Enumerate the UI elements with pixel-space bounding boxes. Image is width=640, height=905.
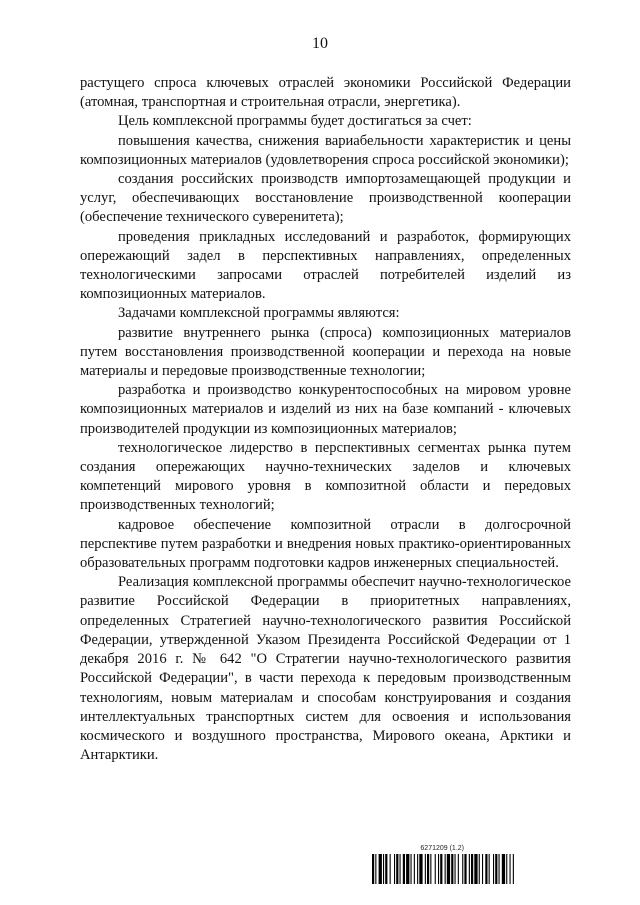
paragraph-task-item: развитие внутреннего рынка (спроса) композиционных материалов путем восстановления производственной кооперации и перехода на новые материалы и передовые производственные технологии;: [80, 324, 571, 380]
paragraph-goal-item: проведения прикладных исследований и разработок, формирующих опережающий задел в перспективных направлениях, определенных технологическими запросами отраслей потребителей изделий из композиционных материалов.: [80, 228, 571, 303]
paragraph-tasks-intro: Задачами комплексной программы являются:: [118, 305, 400, 322]
document-body: [80, 74, 571, 765]
paragraph-continuation: растущего спроса ключевых отраслей экономики Российской Федерации (атомная, транспортная и строительная отрасли, энергетика).: [80, 75, 571, 111]
paragraph-goal-item: повышения качества, снижения вариабельности характеристик и цены композиционных материалов (удовлетворения спроса российской экономики);: [80, 132, 571, 168]
document-id-label: 6271209 (1.2): [420, 845, 464, 852]
paragraph-task-item: кадровое обеспечение композитной отрасли в долгосрочной перспективе путем разработки и внедрения новых практико-ориентированных образовательных программ подготовки кадров инженерных специальностей.: [80, 516, 571, 572]
paragraph-task-item: разработка и производство конкурентоспособных на мировом уровне композиционных материалов и изделий из них на базе компаний - ключевых производителей продукции из композиционных материалов;: [80, 382, 571, 437]
page-number: 10: [312, 35, 328, 52]
paragraph-goal-intro: Цель комплексной программы будет достигаться за счет:: [118, 113, 472, 130]
paragraph-goal-item: создания российских производств импортозамещающей продукции и услуг, обеспечивающих восстановление производственной кооперации (обеспечение технического суверенитета);: [80, 171, 571, 226]
barcode-block: [372, 845, 572, 885]
paragraph-task-item: технологическое лидерство в перспективных сегментах рынка путем создания опережающих научно-технических заделов и ключевых компетенций мирового уровня в композитной области и передовых производственных технологий;: [80, 439, 571, 514]
barcode-icon: [372, 854, 572, 884]
paragraph-implementation: Реализация комплексной программы обеспечит научно-технологическое развитие Российской Федерации в приоритетных направлениях, определенных Стратегией научно-технологического развития Российской Федерации, утвержденной Указом Президента Российской Федерации от 1 декабря 2016 г. № 642 "О Стратегии научно-технологического развития Российской Федерации", в части перехода к передовым производственным технологиям, новым материалам и способам конструирования и создания интеллектуальных транспортных систем для освоения и использования космического и воздушного пространства, Мирового океана, Арктики и Антарктики.: [80, 574, 571, 764]
